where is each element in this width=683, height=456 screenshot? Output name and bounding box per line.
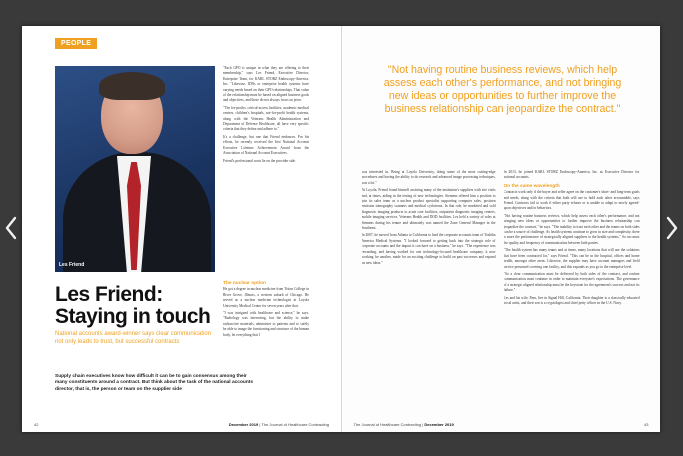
title-line-1: Les Friend: — [55, 283, 163, 306]
next-page-button[interactable] — [665, 216, 679, 240]
title-line-2: Staying in touch — [55, 305, 211, 328]
article-lead — [55, 374, 255, 393]
chevron-left-icon — [4, 216, 18, 240]
paragraph: "Not having routine business reviews, which help assess each other's performance, and not bringing new ideas or opportunities to further improve the business relationship can jeopardize the contract," he says. "The inability to trust each other and the teams on both sides can be a source of challenge. As health systems continue to grow in size and complexity, there is more the performance of strategically aligned suppliers to the health systems." So too must the quality and frequency of communication between both parties. — [503, 213, 640, 245]
paragraph: He got a degree in nuclear medicine from Triton College in River Grove, Illinois, a western suburb of Chicago. He served as a nuclear medicine technologist at Loyola University Medical Center for seven years after that. — [223, 287, 309, 308]
right-page — [342, 26, 661, 432]
section-tag: PEOPLE — [55, 38, 97, 49]
paragraph: In 2013, he joined KARL STORZ Endoscopy-America, Inc. as Executive Director for national accounts. — [503, 170, 640, 180]
prev-page-button[interactable] — [4, 216, 18, 240]
article-column-1b — [223, 278, 309, 378]
paragraph: "I was intrigued with healthcare and science," he says. "Radiology was interesting, but the ability to make radioactive materials, administer to patients and to safely be able to image the functioning and structure of the human body, let everything that I — [223, 311, 309, 337]
footer-issue-line: The Journal of Healthcare Contracting | December 2019 — [353, 422, 454, 427]
lead-text: Supply chain executives know how difficult it can be to gain consensus among their many constituents around a contract. But think about the task of the national accounts director, that is, the person or team on the supplier side — [55, 374, 254, 392]
footer-issue: December 2019 — [228, 422, 259, 427]
article-column-1 — [223, 66, 309, 276]
subheading: On the same wavelength — [503, 183, 560, 189]
subheading: The nuclear option — [223, 281, 266, 286]
paragraph: In 2007, he moved from Atlanta to California to lead the corporate accounts team of Toshiba America Medical Systems. "I looked forward to getting back into the strategic role of corporate accounts and the impact it can have on a business," he says. "The experience was rewarding, and having worked for one technology-focused healthcare company, it now working for another, made for an exciting challenge to build on past successes and expand on new ideas." — [361, 233, 496, 265]
paragraph: Friend's professional roots lie on the provider side. — [223, 158, 296, 163]
paragraph: "So a clear communication must be delivered by both sides of the contract, and routine communication must continue in order to maintain everyone's expectations. The governance of a strategic aligned relationship must be the keystone for the agreement's success and not its failure." — [503, 271, 640, 293]
photo-hair — [99, 72, 165, 100]
paragraph: "The for-profits, critical-access facilities, academic medical centers, children's hospitals, not-for-profit health systems, along with the Veterans Health Administration and Department of Defense Healthcare, all have very specific criteria that they define and adhere to." — [223, 105, 309, 132]
magazine-spread — [22, 26, 660, 432]
article-title — [55, 284, 210, 328]
paragraph: Les and his wife, Pam, live in Signal Hill, California. Their daughter is a classically educated vocal artist, and their son is a cryptologist and chief petty officer in the U.S. Navy. — [503, 295, 640, 305]
footer-issue-line: December 2019 | The Journal of Healthcare Contracting — [228, 422, 329, 427]
right-footer — [354, 422, 649, 427]
pull-quote: "Not having routine business reviews, which help assess each other's performance, and not bringing new ideas or opportunities to further improve the business relationship can jeopardize the contract." — [383, 64, 622, 115]
footer-journal: The Journal of Healthcare Contracting — [353, 422, 422, 427]
article-column-3 — [504, 170, 640, 418]
article-column-2 — [362, 170, 496, 418]
page-number: 43 — [644, 422, 649, 427]
paragraph: Contracts work only if the buyer and seller agree on the customer's short- and long-term goals and needs, along with the criteria that both will use to hold each other accountable, says Friend. Contracts fail to work if either party refuses or is unable to adapt to newly agreed-upon objectives and/or behaviors. — [503, 190, 640, 211]
paragraph: "The health system has many teams and at times, many locations that will use the solutions that have been contracted for," says Friend. "This can be in the hospital, offices and home health, amongst other areas. Likewise, the supplier may have account managers and field service personnel covering one facility, and this expands as you go to the enterprise level. — [503, 248, 640, 269]
footer-issue: December 2019 — [424, 422, 454, 427]
chevron-right-icon — [665, 216, 679, 240]
article-deck: National accounts award-winner says clear communication not only leads to trust, but successful contracts — [55, 331, 212, 345]
paragraph: It's a challenge, but one that Friend embraces. For his efforts, he recently received the first National Account Executive Lifetime Achievement Award from the Association of National Account Executives. — [223, 134, 309, 156]
footer-journal: The Journal of Healthcare Contracting — [261, 422, 329, 427]
photo-caption: Les Friend — [59, 262, 85, 268]
paragraph: "Each GPO is unique in what they are offering to their membership," says Les Friend, Executive Director, Enterprise Team, for KARL STORZ Endoscopy-America, Inc. "Likewise, IDNs or enterprise health systems have varying needs based on their GPO relationships. That value of the relationship must be based on aligned business goals and objectives, and these do not always focus on price. — [223, 66, 309, 103]
left-footer — [34, 422, 329, 427]
paragraph: was interested in. Being at Loyola University, doing some of the most cutting-edge procedures and having the ability to do research and advanced image processing techniques, was a lot." — [361, 170, 496, 185]
left-page — [22, 26, 342, 432]
page-number: 42 — [34, 422, 39, 427]
portrait-photo — [55, 66, 215, 272]
paragraph: At Loyola, Friend found himself assisting many of the institution's suppliers with site visits and, at times, aiding in the testing of new technologies. Siemens offered him a position to join its sales team as a nuclear product specialist supporting computer sales, positron emission tomography scanners and medical cyclotrons. In that role, he marketed and sold diagnostic imaging products to acute care facilities, outpatient diagnostic imaging centers, mobile imaging services, Veterans Health and DOD facilities. Les held a variety of roles at Siemens during his tenure and ultimately was named the Zone General Manager in the Southeast. — [361, 188, 496, 231]
